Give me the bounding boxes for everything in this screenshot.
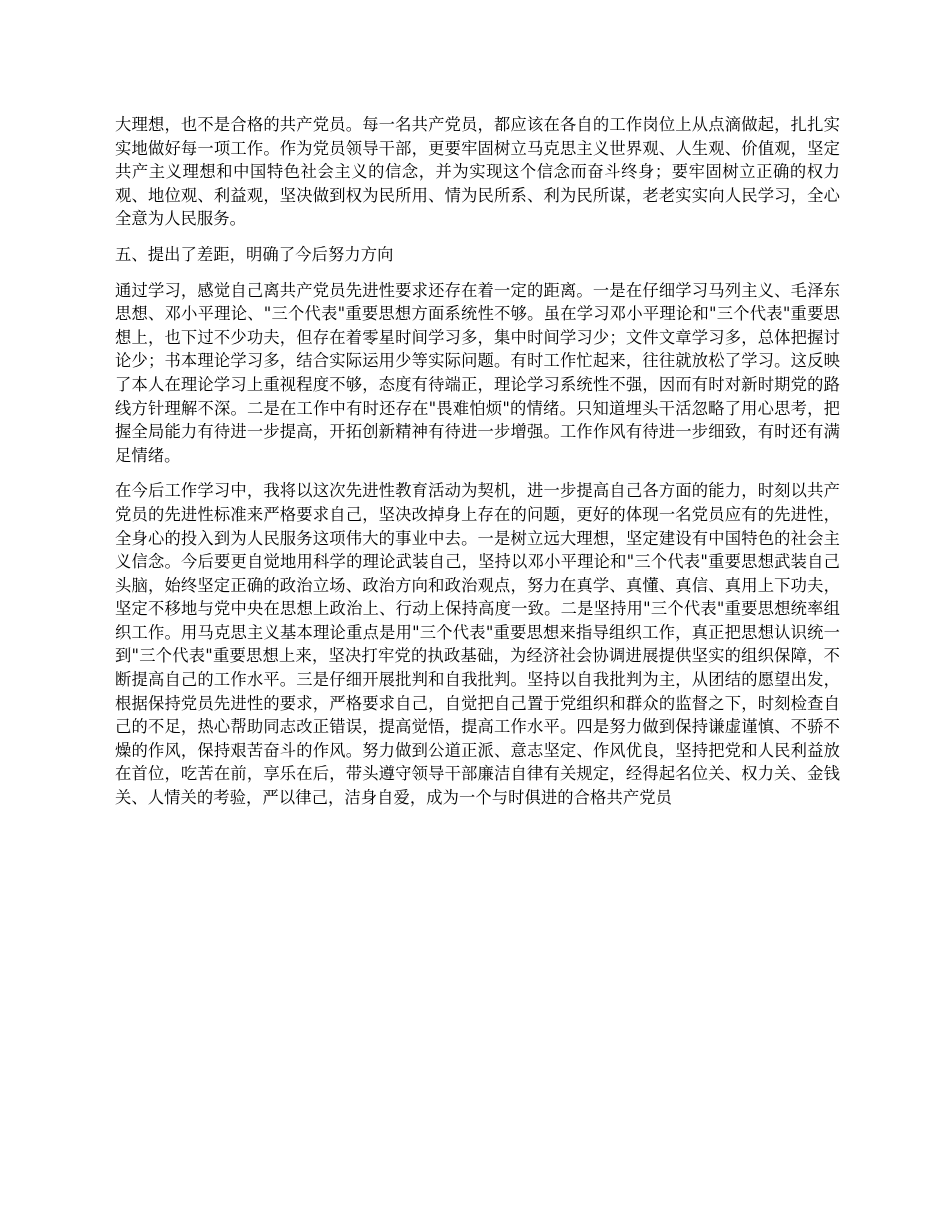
section-heading-five: 五、提出了差距，明确了今后努力方向 [115, 244, 394, 264]
paragraph-future-plan: 在今后工作学习中，我将以这次先进性教育活动为契机，进一步提高自己各方面的能力，时刻以共产党员的先进性标准来严格要求自己，坚决改掉身上存在的问题，更好的体现一名党员应有的先进性，全身心的投入到为人民服务这项伟大的事业中去。一是树立远大理想，坚定建设有中国特色的社会主义信念。今后要更自觉地用科学的理论武装自己，坚持以邓小平理论和"三个代表"重要思想武装自己头脑，始终坚定正确的政治立场、政治方向和政治观点，努力在真学、真懂、真信、真用上下功夫，坚定不移地与党中央在思想上政治上、行动上保持高度一致。二是坚持用"三个代表"重要思想统率组织工作。用马克思主义基本理论重点是用"三个代表"重要思想来指导组织工作，真正把思想认识统一到"三个代表"重要思想上来，坚决打牢党的执政基础，为经济社会协调进展提供坚实的组织保障，不断提高自己的工作水平。三是仔细开展批判和自我批判。坚持以自我批判为主，从团结的愿望出发，根据保持党员先进性的要求，严格要求自己，自觉把自己置于党组织和群众的监督之下，时刻检查自己的不足，热心帮助同志改正错误，提高觉悟，提高工作水平。四是努力做到保持谦虚谨慎、不骄不燥的作风，保持艰苦奋斗的作风。努力做到公道正派、意志坚定、作风优良，坚持把党和人民利益放在首位，吃苦在前，享乐在后，带头遵守领导干部廉洁自律有关规定，经得起名位关、权力关、金钱关、人情关的考验，严以律己，洁身自爱，成为一个与时俱进的合格共产党员 [115, 481, 840, 808]
paragraph-ideals: 大理想，也不是合格的共产党员。每一名共产党员，都应该在各自的工作岗位上从点滴做起，扎扎实实地做好每一项工作。作为党员领导干部，更要牢固树立马克思主义世界观、人生观、价值观，坚定共产主义理想和中国特色社会主义的信念，并为实现这个信念而奋斗终身；要牢固树立正确的权力观、地位观、利益观，坚决做到权为民所用、情为民所系、利为民所谋，老老实实向人民学习，全心全意为人民服务。 [115, 115, 840, 229]
document-page [115, 113, 840, 822]
paragraph-gap-analysis: 通过学习，感觉自己离共产党员先进性要求还存在着一定的距离。一是在仔细学习马列主义、毛泽东思想、邓小平理论、"三个代表"重要思想方面系统性不够。虽在学习邓小平理论和"三个代表"重要思想上，也下过不少功夫，但存在着零星时间学习多，集中时间学习少；文件文章学习多，总体把握讨论少；书本理论学习多，结合实际运用少等实际问题。有时工作忙起来，往往就放松了学习。这反映了本人在理论学习上重视程度不够，态度有待端正，理论学习系统性不强，因而有时对新时期党的路线方针理解不深。二是在工作中有时还存在"畏难怕烦"的情绪。只知道埋头干活忽略了用心思考，把握全局能力有待进一步提高，开拓创新精神有待进一步增强。工作作风有待进一步细致，有时还有满足情绪。 [115, 280, 840, 465]
